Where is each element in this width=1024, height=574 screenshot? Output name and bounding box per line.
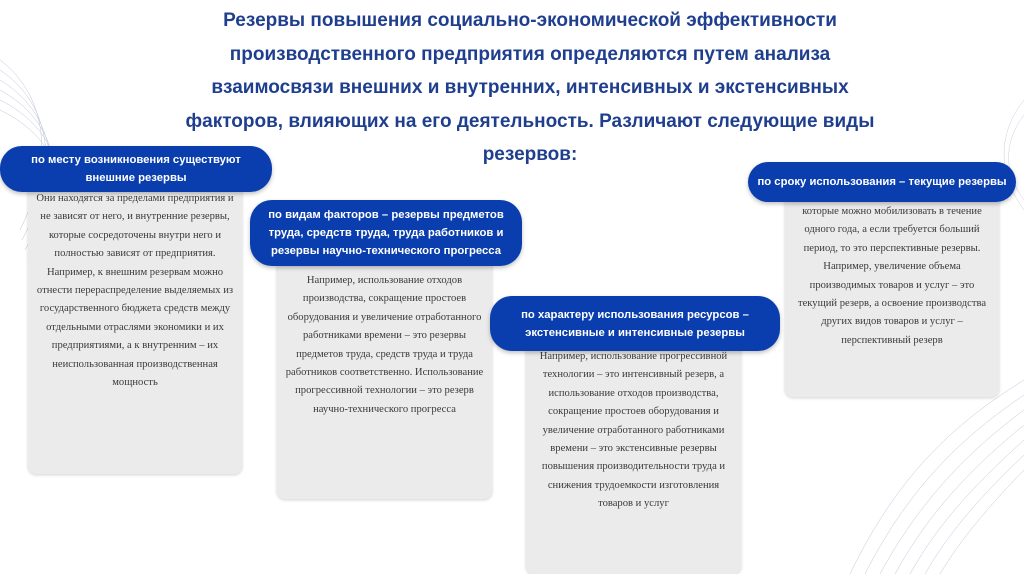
card-heading-resources: по характеру использования ресурсов – экстенсивные и интенсивные резервы	[490, 296, 780, 351]
card-body-term: которые можно мобилизовать в течение одного года, а если требуется больший период, то это перспективные резервы. Например, увеличение объема производимых товаров и услуг – это текущий резерв, а освоение производства других видов товаров и услуг – перспективный резерв	[797, 206, 987, 346]
card-heading-term: по сроку использования – текущие резервы	[748, 162, 1016, 202]
card-body-factors: Например, использование отходов производства, сокращение простоев оборудования и увеличение отработанного работниками времени – это резервы предметов труда, средств труда и труда работников соответственно. Использование прогрессивной технологии – это резерв научно-технического прогресса	[285, 275, 484, 415]
page-title: Резервы повышения социально-экономической эффективности производственного предприятия определяются путем анализа взаимосвязи внешних и внутренних, интенсивных и экстенсивных факторов, влияющих на его деятельность. Различают следующие виды резервов:	[185, 10, 875, 165]
card-body-resources: Например, использование прогрессивной технологии – это интенсивный резерв, а использование отходов производства, сокращение простоев оборудования и увеличение отработанного работниками времени – это экстенсивные резервы повышения производительности труда и снижения трудоемкости изготовления товаров и услуг	[539, 351, 728, 510]
card-heading-factors: по видам факторов – резервы предметов труда, средств труда, труда работников и резервы научно-технического прогресса	[250, 200, 522, 266]
card-body-location: Они находятся за пределами предприятия и не зависят от него, и внутренние резервы, которые сосредоточены внутри него и полностью зависят от предприятия. Например, к внешним резервам можно отнести перераспределение выделяемых из государственного бюджета средств между отдельными отраслями экономики и их предприятиями, а к внутренним – их неиспользованная производственная мощность	[36, 193, 234, 389]
card-heading-location: по месту возникновения существуют внешние резервы	[0, 146, 272, 192]
